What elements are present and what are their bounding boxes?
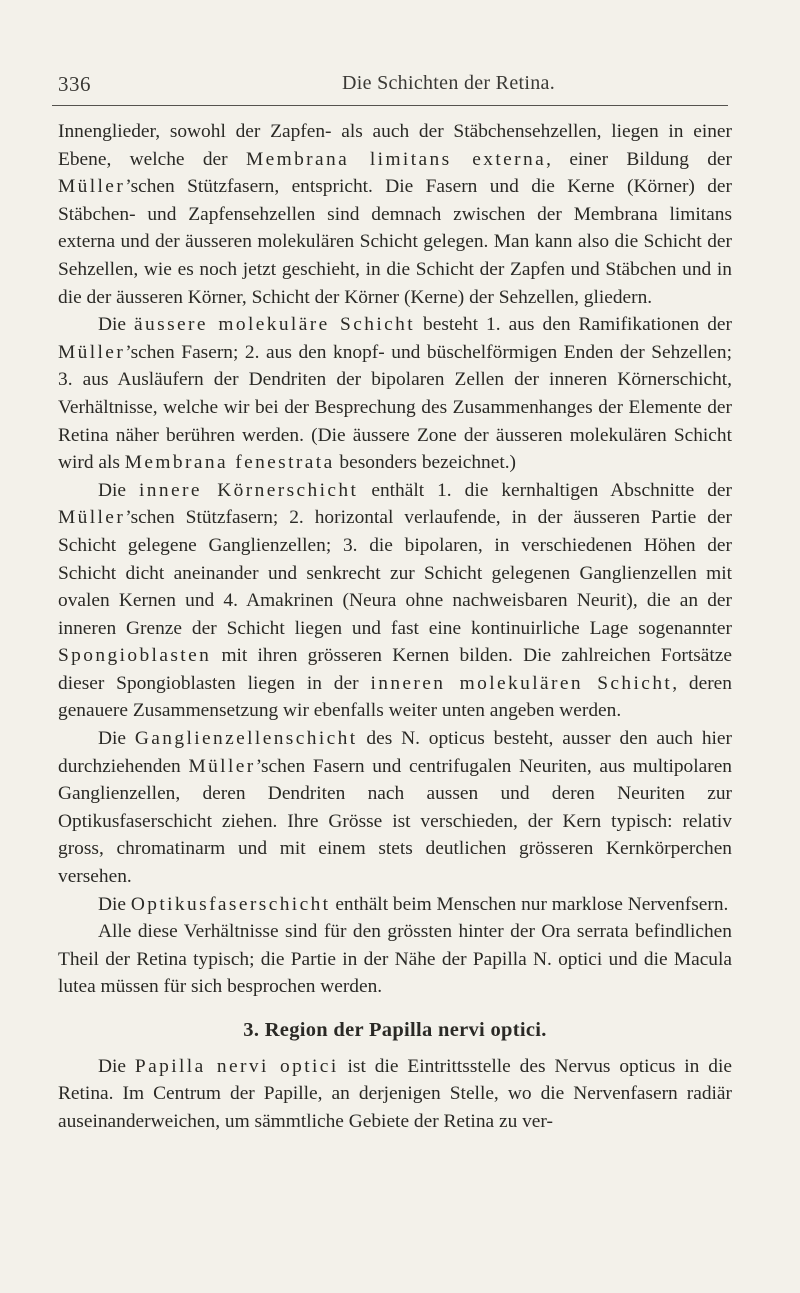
page-header — [58, 66, 718, 106]
header-rule — [52, 105, 728, 106]
paragraph — [58, 1053, 732, 1136]
text-run: Innenglieder, sowohl der Zapfen- als auch der Stäbchensehzellen, liegen in einer Ebene, welche der — [58, 121, 732, 170]
text-run: ’schen Stützfasern; 2. horizontal verlaufende, in der äusseren Partie der Schicht gelegene Ganglienzellen; 3. die bipolaren, in verschiedenen Höhen der Schicht dicht aneinander und senkrecht zur Schicht gelegenen Ganglienzellen mit ovalen Kernen und 4. Amakrinen (Neura ohne nachweisbaren Neurit), die an der inneren Grenze der Schicht liegen und fast eine kontinuirliche Lage sogenannter — [58, 507, 732, 639]
text-run: des N. opticus besteht, ausser den auch hier durchziehenden — [58, 728, 732, 777]
text-run: mit ihren grösseren Kernen bilden. Die zahlreichen Fortsätze dieser Spongioblasten liegen in der — [58, 645, 732, 694]
spaced-term: Müller — [188, 755, 256, 777]
text-run: Die — [98, 314, 135, 336]
paragraph — [58, 477, 732, 725]
paragraph — [58, 311, 732, 477]
text-run: besonders bezeichnet.) — [334, 452, 517, 474]
paragraph — [58, 118, 732, 311]
text-run: Die — [98, 1055, 135, 1077]
paragraph — [58, 918, 732, 1001]
text-run: ’schen Stützfasern, entspricht. Die Fasern und die Kerne (Körner) der Stäbchen- und Zapfensehzellen sind demnach zwischen der Membrana limitans externa und der äusseren molekulären Schicht gelegen. Man kann also die Schicht der Sehzellen, wie es noch jetzt geschieht, in die Schicht der Zapfen und Stäbchen und in die der äusseren Körner, Schicht der Körner (Kerne) der Sehzellen, gliedern. — [58, 176, 732, 308]
text-run: , einer Bildung der — [546, 148, 732, 170]
text-run: Die — [98, 479, 140, 501]
page-number: 336 — [58, 72, 91, 96]
section-heading: 3. Region der Papilla nervi optici. — [243, 1019, 547, 1041]
spaced-term: Membrana limitans externa — [245, 148, 547, 170]
running-title: Die Schichten der Retina. — [342, 72, 555, 94]
spaced-term: Papilla nervi optici — [134, 1055, 339, 1077]
paragraph — [58, 891, 732, 919]
text-run: besteht 1. aus den Ramifikationen der — [415, 314, 732, 336]
text-run: , deren genauere Zusammensetzung wir ebenfalls weiter unten angeben werden. — [58, 672, 732, 722]
paragraphs-after-heading — [58, 1053, 732, 1136]
body-text — [58, 118, 732, 1135]
spaced-term: äussere molekuläre Schicht — [134, 314, 415, 336]
spaced-term: innere Körnerschicht — [139, 479, 359, 501]
spaced-term: inneren molekulären Schicht — [370, 672, 673, 694]
spaced-term: Spongioblasten — [58, 645, 212, 667]
paragraph — [58, 725, 732, 891]
text-run: Die — [98, 893, 131, 915]
text-run: ist die Eintrittsstelle des Nervus opticus in die Retina. Im Centrum der Papille, an derjenigen Stelle, wo die Nervenfasern radiär auseinanderweichen, um sämmtliche Gebiete der Retina zu ver- — [58, 1055, 732, 1132]
paragraphs-before-heading — [58, 118, 732, 1001]
text-run: ’schen Fasern und centrifugalen Neuriten, aus multipolaren Ganglienzellen, deren Dendriten nach aussen und deren Neuriten zur Optikusfaserschicht ziehen. Ihre Grösse ist verschieden, der Kern typisch: relativ gross, chromatinarm und mit einem stets deutlichen grösseren Kernkörperchen versehen. — [58, 755, 732, 888]
spaced-term: Müller — [58, 341, 126, 363]
text-run: enthält beim Menschen nur marklose Nervenfsern. — [330, 893, 729, 915]
text-run: ’schen Fasern; 2. aus den knopf- und büschelförmigen Enden der Sehzellen; 3. aus Ausläufern der Dendriten der bipolaren Zellen der inneren Körnerschicht, Verhältnisse, welche wir bei der Besprechung des Zusammenhanges der Elemente der Retina näher berühren werden. (Die äussere Zone der äusseren molekulären Schicht wird als — [58, 341, 732, 474]
text-run: enthält 1. die kernhaltigen Abschnitte der — [358, 479, 732, 501]
spaced-term: Ganglienzellenschicht — [134, 728, 358, 750]
text-run: Die — [98, 728, 135, 750]
text-run: Alle diese Verhältnisse sind für den grössten hinter der Ora serrata befindlichen Theil der Retina typisch; die Partie in der Nähe der Papilla N. optici und die Macula lutea müssen für sich besprochen werden. — [58, 921, 732, 998]
spaced-term: Optikusfaserschicht — [130, 893, 331, 915]
spaced-term: Müller — [58, 507, 126, 529]
spaced-term: Membrana fenestrata — [124, 452, 335, 474]
spaced-term: Müller — [58, 176, 126, 198]
